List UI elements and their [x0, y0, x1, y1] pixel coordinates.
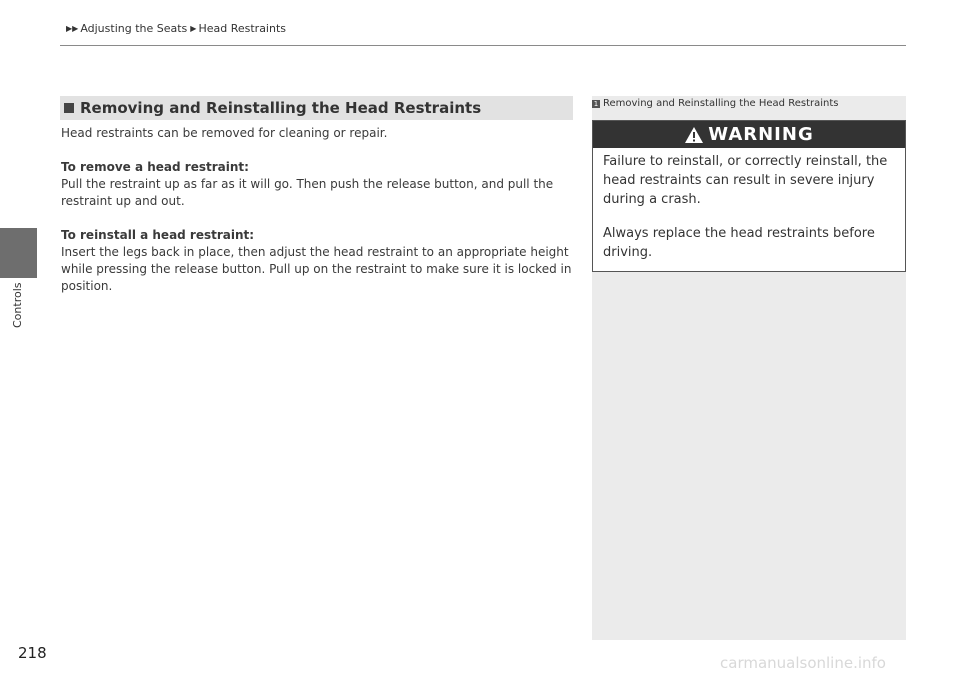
warning-text-1: Failure to reinstall, or correctly reinstall, the head restraints can result in severe injury during a crash. [603, 154, 888, 207]
warning-text-2: Always replace the head restraints before driving. [603, 226, 875, 260]
remove-paragraph: Pull the restraint up as far as it will go. Then push the release button, and pull the restraint up and out. [61, 177, 554, 208]
breadcrumb-item[interactable]: Adjusting the Seats [80, 21, 188, 35]
section-tab-label: Controls [11, 282, 24, 328]
square-bullet-icon [64, 103, 74, 113]
page-number: 218 [18, 644, 47, 662]
breadcrumb [66, 20, 289, 36]
reinstall-heading: To reinstall a head restraint: [61, 228, 255, 242]
warning-label: WARNING [708, 124, 814, 145]
watermark: carmanualsonline.info [720, 654, 886, 672]
breadcrumb-item[interactable]: Head Restraints [198, 21, 287, 35]
sidebar-title[interactable] [592, 98, 838, 109]
main-body [61, 125, 576, 295]
reinstall-paragraph: Insert the legs back in place, then adjust the head restraint to an appropriate height while pressing the release button. Pull up on the restraint to make sure it is locked in position. [61, 245, 572, 293]
warning-box [592, 120, 906, 272]
header-divider [60, 45, 906, 46]
triangle-right-icon: ▶▶ [66, 23, 79, 33]
remove-heading: To remove a head restraint: [61, 160, 249, 174]
triangle-right-icon: ▶ [190, 23, 197, 33]
section-heading-bar [60, 96, 573, 120]
warning-body [593, 148, 905, 266]
reference-marker-icon: 1 [593, 99, 599, 108]
section-title: Removing and Reinstalling the Head Restraints [80, 99, 482, 117]
warning-triangle-icon [684, 126, 704, 144]
intro-paragraph: Head restraints can be removed for cleaning or repair. [61, 126, 388, 140]
sidebar-title-text: Removing and Reinstalling the Head Restraints [603, 98, 839, 109]
warning-header [593, 121, 905, 148]
